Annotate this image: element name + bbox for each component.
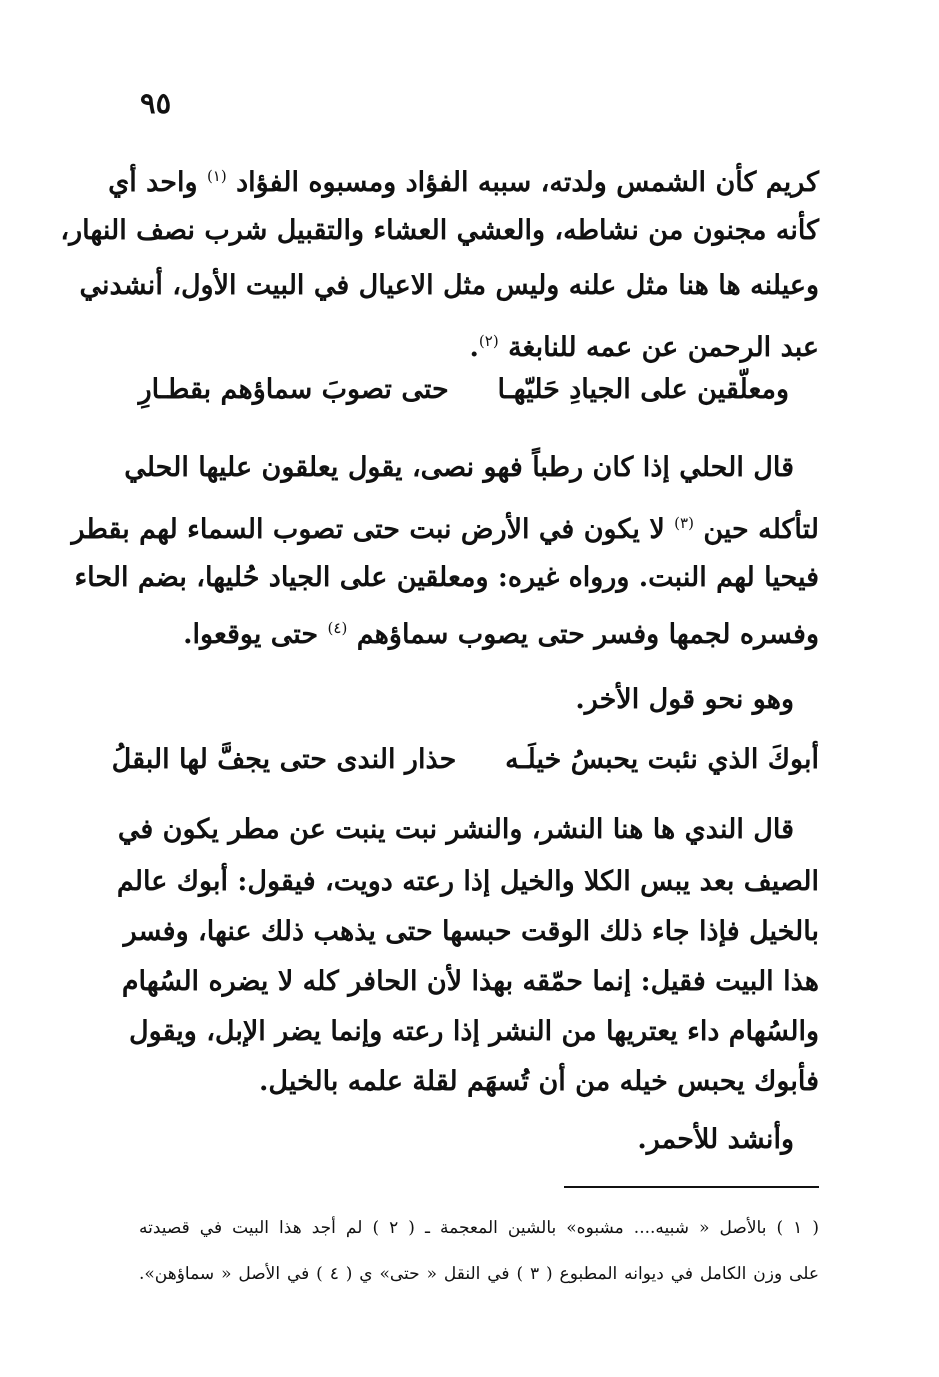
paragraph-1-line-1-text: كريم كأن الشمس ولدته، سببه الفؤاد ومسبوه الفؤاد [236,167,819,198]
paragraph-2-line-4-text: وفسره لجمها وفسر حتى يصوب سماؤهم [356,619,819,650]
paragraph-1-line-1 [108,156,819,203]
paragraph-1-line-4 [139,321,819,368]
paragraph-3-line-6: فأبوك يحبس خيله من أن تُسهَم لقلة علمه بالخيل. [259,1066,819,1097]
verse-1-second-hemistich: حتى تصوبَ سماؤهم بقطـارِ [138,374,449,405]
page-number: ٩٥ [140,86,172,120]
footnote-ref-4: (٤) [327,619,348,637]
paragraph-1-line-1-tail: واحد أي [108,167,198,198]
footnote-line-2: على وزن الكامل في ديوانه المطبوع ( ٣ ) في النقل « حتى» ي ( ٤ ) في الأصل « سماؤهن». [139,1264,819,1284]
paragraph-3-line-4: هذا البيت فقيل: إنما حمّقه بهذا لأن الحافر كله لا يضره السُهام [121,966,819,997]
paragraph-2-line-2 [71,503,819,550]
paragraph-2-line-3: فيحيا لهم النبت. ورواه غيره: ومعلقين على الجياد حُليها، بضم الحاء [74,562,819,593]
paragraph-1-line-3: وعيلنه ها هنا مثل علنه وليس مثل الاعيال في البيت الأول، أنشدني [79,270,819,301]
paragraph-3-line-3: بالخيل فإذا جاء ذلك الوقت حبسها حتى يذهب ذلك عنها، وفسر [123,916,819,947]
verse-3-intro: وأنشد للأحمر. [637,1124,794,1155]
verse-2-first-hemistich: أبوكَ الذي نئبت يحبسُ خيلَـه [505,744,819,775]
paragraph-3-line-2: الصيف بعد يبس الكلا والخيل إذا رعته دويت، فيقول: أبوك عالم [116,866,819,897]
paragraph-1-line-4-text: عبد الرحمن عن عمه للنابغة [508,332,819,363]
verse-2-second-hemistich: حذار الندى حتى يجفَّ لها البقلُ [111,744,457,775]
paragraph-2-line-4 [139,608,819,655]
paragraph-1-line-2: كأنه مجنون من نشاطه، والعشي العشاء والتقبيل شرب نصف النهار، [60,215,819,246]
verse-1-first-hemistich: ومعلّقين على الجيادِ حَليّهـا [497,374,789,405]
paragraph-2-line-1: قال الحلي إذا كان رطباً فهو نصى، يقول يعلقون عليها الحلي [124,452,794,483]
footnote-divider [564,1186,819,1188]
verse-2 [112,740,819,780]
paragraph-2-line-4-tail: حتى يوقعوا. [183,619,319,650]
paragraph-2-line-2-text: لتأكله حين [703,514,819,545]
paragraph-2-line-2-tail: لا يكون في الأرض نبت حتى تصوب السماء لهم بقطر [71,514,665,545]
footnote-ref-2: (٢) [478,332,499,350]
footnote-line-1: ( ١ ) بالأصل « شبيه.... مشبوه» بالشين المعجمة ـ ( ٢ ) لم أجد هذا البيت في قصيدته [139,1218,819,1238]
paragraph-3-line-5: والسُهام داء يعتريها من النشر إذا رعته وإنما يضر الإبل، ويقول [129,1016,819,1047]
footnote-ref-1: (١) [206,167,227,185]
footnote-ref-3: (٣) [674,514,694,532]
paragraph-3-line-1: قال الندي ها هنا النشر، والنشر نبت ينبت عن مطر يكون في [117,814,794,845]
verse-2-intro: وهو نحو قول الأخر. [575,684,794,715]
paragraph-1-line-4-tail: . [469,332,479,363]
verse-1 [139,370,789,410]
